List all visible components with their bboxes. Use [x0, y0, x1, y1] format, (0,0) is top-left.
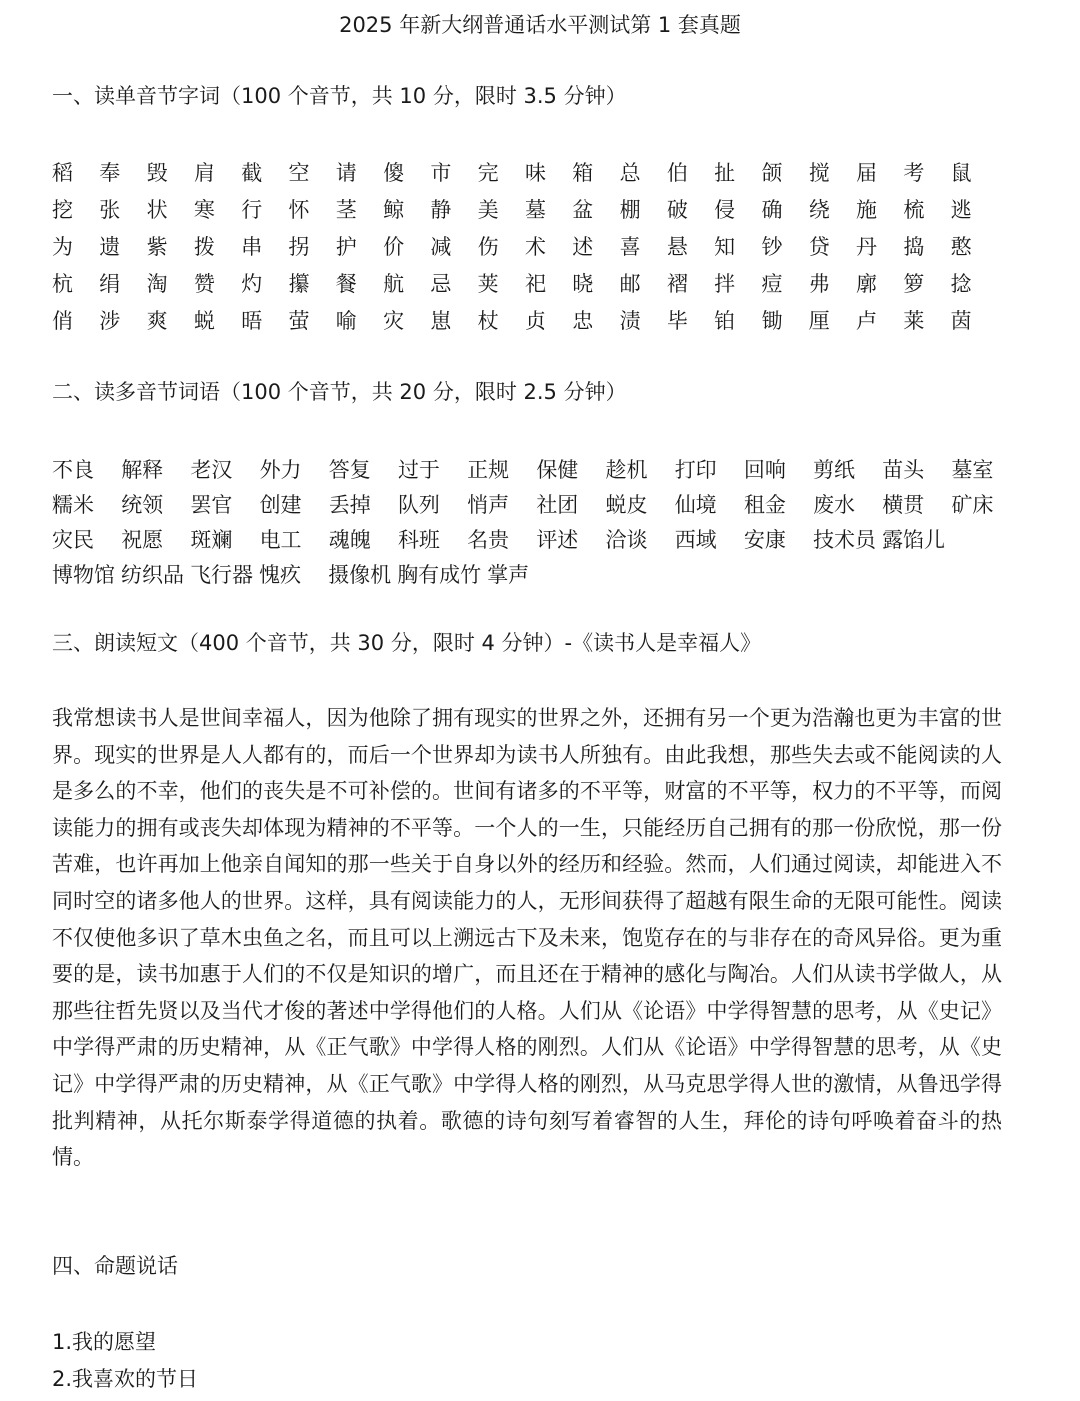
syllable-char: 伯	[666, 160, 688, 185]
syllable-char: 墓	[524, 197, 546, 222]
syllable-char: 贞	[524, 308, 546, 333]
word-item: 魂魄	[328, 527, 371, 552]
syllable-char: 伤	[477, 234, 499, 259]
syllable-char: 鲸	[383, 197, 405, 222]
syllable-char: 总	[619, 160, 641, 185]
syllable-char: 完	[477, 160, 499, 185]
word-item: 胸有成竹	[397, 562, 482, 587]
syllable-char: 紫	[146, 234, 168, 259]
syllable-char: 涉	[99, 308, 121, 333]
syllable-char: 串	[241, 234, 263, 259]
syllable-char: 捣	[903, 234, 925, 259]
word-item: 评述	[536, 527, 579, 552]
word-item: 愧疚	[259, 562, 301, 587]
syllable-char: 傻	[383, 160, 405, 185]
syllable-char: 痘	[761, 271, 783, 296]
section3-heading: 三、朗读短文（400 个音节，共 30 分，限时 4 分钟）-《读书人是幸福人》	[52, 631, 762, 655]
syllable-char: 祀	[524, 271, 546, 296]
char-row	[52, 265, 998, 302]
syllable-char: 杭	[52, 271, 73, 296]
syllable-char: 萤	[288, 308, 310, 333]
word-item: 露馅儿	[882, 527, 946, 552]
syllable-char: 寒	[193, 197, 215, 222]
syllable-char: 拌	[714, 271, 736, 296]
word-item: 过于	[397, 457, 440, 482]
word-item: 纺织品	[121, 562, 184, 587]
syllable-char: 蜕	[193, 308, 215, 333]
word-row	[52, 487, 1021, 522]
word-item: 苗头	[882, 457, 925, 482]
word-item: 灾民	[52, 527, 94, 552]
syllable-char: 美	[477, 197, 499, 222]
word-item: 斑斓	[190, 527, 233, 552]
syllable-char: 崽	[430, 308, 452, 333]
section2-heading: 二、读多音节词语（100 个音节，共 20 分，限时 2.5 分钟）	[52, 380, 627, 404]
word-item: 横贯	[882, 492, 925, 517]
syllable-char: 晤	[241, 308, 263, 333]
char-row	[52, 302, 998, 339]
syllable-char: 钞	[761, 234, 783, 259]
word-item: 保健	[536, 457, 579, 482]
syllable-char: 拐	[288, 234, 310, 259]
syllable-char: 颌	[761, 160, 783, 185]
syllable-char: 请	[335, 160, 357, 185]
word-item: 罢官	[190, 492, 233, 517]
word-item: 剪纸	[813, 457, 856, 482]
syllable-char: 铂	[714, 308, 736, 333]
syllable-char: 丹	[856, 234, 878, 259]
syllable-char: 减	[430, 234, 452, 259]
word-item: 租金	[743, 492, 786, 517]
word-item: 社团	[536, 492, 579, 517]
syllable-char: 褶	[666, 271, 688, 296]
syllable-char: 赞	[193, 271, 215, 296]
syllable-char: 箱	[572, 160, 594, 185]
syllable-char: 喜	[619, 234, 641, 259]
syllable-char: 俏	[52, 308, 73, 333]
word-item: 打印	[674, 457, 717, 482]
syllable-char: 茎	[335, 197, 357, 222]
syllable-char: 航	[383, 271, 405, 296]
word-item: 正规	[467, 457, 510, 482]
word-item: 祝愿	[121, 527, 164, 552]
syllable-char: 餐	[335, 271, 357, 296]
syllable-char: 为	[52, 234, 73, 259]
word-item: 解释	[121, 457, 164, 482]
syllable-char: 贷	[808, 234, 830, 259]
syllable-char: 厘	[808, 308, 830, 333]
word-item: 外力	[259, 457, 302, 482]
syllable-char: 行	[241, 197, 263, 222]
syllable-char: 知	[714, 234, 736, 259]
syllable-char: 梳	[903, 197, 925, 222]
syllable-char: 毁	[146, 160, 168, 185]
word-item: 悄声	[467, 492, 510, 517]
syllable-char: 邮	[619, 271, 641, 296]
syllable-char: 怀	[288, 197, 310, 222]
syllable-char: 箩	[903, 271, 925, 296]
word-item: 掌声	[487, 562, 530, 587]
syllable-char: 憨	[950, 234, 972, 259]
multi-syllable-grid	[52, 452, 1021, 592]
syllable-char: 灾	[383, 308, 405, 333]
word-item: 摄像机	[328, 562, 392, 587]
word-item: 安康	[743, 527, 786, 552]
topic-item: 2.我喜欢的节日	[52, 1367, 199, 1391]
word-item: 不良	[52, 457, 94, 482]
syllable-char: 鼠	[950, 160, 972, 185]
syllable-char: 截	[241, 160, 263, 185]
syllable-char: 绕	[808, 197, 830, 222]
word-item: 名贵	[467, 527, 510, 552]
syllable-char: 扯	[714, 160, 736, 185]
syllable-char: 价	[383, 234, 405, 259]
word-item: 技术员	[813, 527, 877, 552]
word-item: 墓室	[951, 457, 994, 482]
syllable-char: 张	[99, 197, 121, 222]
syllable-char: 届	[856, 160, 878, 185]
syllable-char: 毕	[666, 308, 688, 333]
char-row	[52, 228, 998, 265]
syllable-char: 考	[903, 160, 925, 185]
syllable-char: 侵	[714, 197, 736, 222]
word-item: 糯米	[52, 492, 94, 517]
syllable-char: 莱	[903, 308, 925, 333]
syllable-char: 喻	[335, 308, 357, 333]
word-item: 废水	[813, 492, 856, 517]
syllable-char: 确	[761, 197, 783, 222]
syllable-char: 拨	[193, 234, 215, 259]
syllable-char: 盆	[572, 197, 594, 222]
word-item: 科班	[397, 527, 440, 552]
syllable-char: 廓	[856, 271, 878, 296]
word-item: 老汉	[190, 457, 233, 482]
word-item: 趁机	[605, 457, 648, 482]
topic-item: 1.我的愿望	[52, 1330, 157, 1354]
syllable-char: 茵	[950, 308, 972, 333]
syllable-char: 静	[430, 197, 452, 222]
syllable-char: 施	[856, 197, 878, 222]
section1-heading: 一、读单音节字词（100 个音节，共 10 分，限时 3.5 分钟）	[52, 84, 627, 108]
syllable-char: 破	[666, 197, 688, 222]
word-row	[52, 522, 1021, 557]
word-row	[52, 557, 1021, 592]
syllable-char: 悬	[666, 234, 688, 259]
syllable-char: 捻	[950, 271, 972, 296]
syllable-char: 市	[430, 160, 452, 185]
word-item: 创建	[259, 492, 302, 517]
word-item: 蜕皮	[605, 492, 648, 517]
word-item: 矿床	[951, 492, 994, 517]
word-item: 答复	[328, 457, 371, 482]
syllable-char: 淘	[146, 271, 168, 296]
syllable-char: 稻	[52, 160, 73, 185]
syllable-char: 护	[335, 234, 357, 259]
syllable-char: 卢	[856, 308, 878, 333]
syllable-char: 弗	[808, 271, 830, 296]
syllable-char: 术	[524, 234, 546, 259]
word-item: 飞行器	[190, 562, 253, 587]
word-item: 仙境	[674, 492, 717, 517]
word-item: 队列	[397, 492, 440, 517]
section4-heading: 四、命题说话	[52, 1254, 178, 1278]
syllable-char: 状	[146, 197, 168, 222]
document-title: 2025 年新大纲普通话水平测试第 1 套真题	[339, 13, 741, 37]
syllable-char: 棚	[619, 197, 641, 222]
char-row	[52, 154, 998, 191]
syllable-char: 杖	[477, 308, 499, 333]
syllable-char: 奉	[99, 160, 121, 185]
syllable-char: 攥	[288, 271, 310, 296]
char-row	[52, 191, 998, 228]
syllable-char: 绢	[99, 271, 121, 296]
reading-passage: 我常想读书人是世间幸福人，因为他除了拥有现实的世界之外，还拥有另一个更为浩瀚也更为丰富的世界。现实的世界是人人都有的，而后一个世界却为读书人所独有。由此我想，那些失去或不能阅读的人是多么的不幸，他们的丧失是不可补偿的。世间有诸多的不平等，财富的不平等，权力的不平等，而阅读能力的拥有或丧失却体现为精神的不平等。一个人的一生，只能经历自己拥有的那一份欣悦，那一份苦难，也许再加上他亲自闻知的那一些关于自身以外的经历和经验。然而，人们通过阅读，却能进入不同时空的诸多他人的世界。这样，具有阅读能力的人，无形间获得了超越有限生命的无限可能性。阅读不仅使他多识了草木虫鱼之名，而且可以上溯远古下及未来，饱览存在的与非存在的奇风异俗。更为重要的是，读书加惠于人们的不仅是知识的增广，而且还在于精神的感化与陶冶。人们从读书学做人，从那些往哲先贤以及当代才俊的著述中学得他们的人格。人们从《论语》中学得智慧的思考，从《史记》中学得严肃的历史精神，从《正气歌》中学得人格的刚烈。人们从《论语》中学得智慧的思考，从《史记》中学得严肃的历史精神，从《正气歌》中学得人格的刚烈，从马克思学得人世的激情，从鲁迅学得批判精神，从托尔斯泰学得道德的执着。歌德的诗句刻写着睿智的人生，拜伦的诗句呼唤着奋斗的热情。	[52, 706, 1002, 1170]
word-item: 电工	[259, 527, 302, 552]
syllable-char: 搅	[808, 160, 830, 185]
syllable-char: 晓	[572, 271, 594, 296]
syllable-char: 遗	[99, 234, 121, 259]
word-item: 回响	[743, 457, 786, 482]
syllable-char: 忠	[572, 308, 594, 333]
syllable-char: 肩	[193, 160, 215, 185]
syllable-char: 灼	[241, 271, 263, 296]
syllable-char: 逃	[950, 197, 972, 222]
syllable-char: 味	[524, 160, 546, 185]
syllable-char: 荚	[477, 271, 499, 296]
word-item: 统领	[121, 492, 164, 517]
word-row	[52, 452, 1021, 487]
word-item: 洽谈	[605, 527, 648, 552]
single-syllable-grid	[52, 154, 998, 339]
syllable-char: 述	[572, 234, 594, 259]
syllable-char: 锄	[761, 308, 783, 333]
syllable-char: 渍	[619, 308, 641, 333]
syllable-char: 爽	[146, 308, 168, 333]
word-item: 西域	[674, 527, 717, 552]
syllable-char: 忌	[430, 271, 452, 296]
syllable-char: 挖	[52, 197, 73, 222]
word-item: 博物馆	[52, 562, 115, 587]
syllable-char: 空	[288, 160, 310, 185]
word-item: 丢掉	[328, 492, 371, 517]
